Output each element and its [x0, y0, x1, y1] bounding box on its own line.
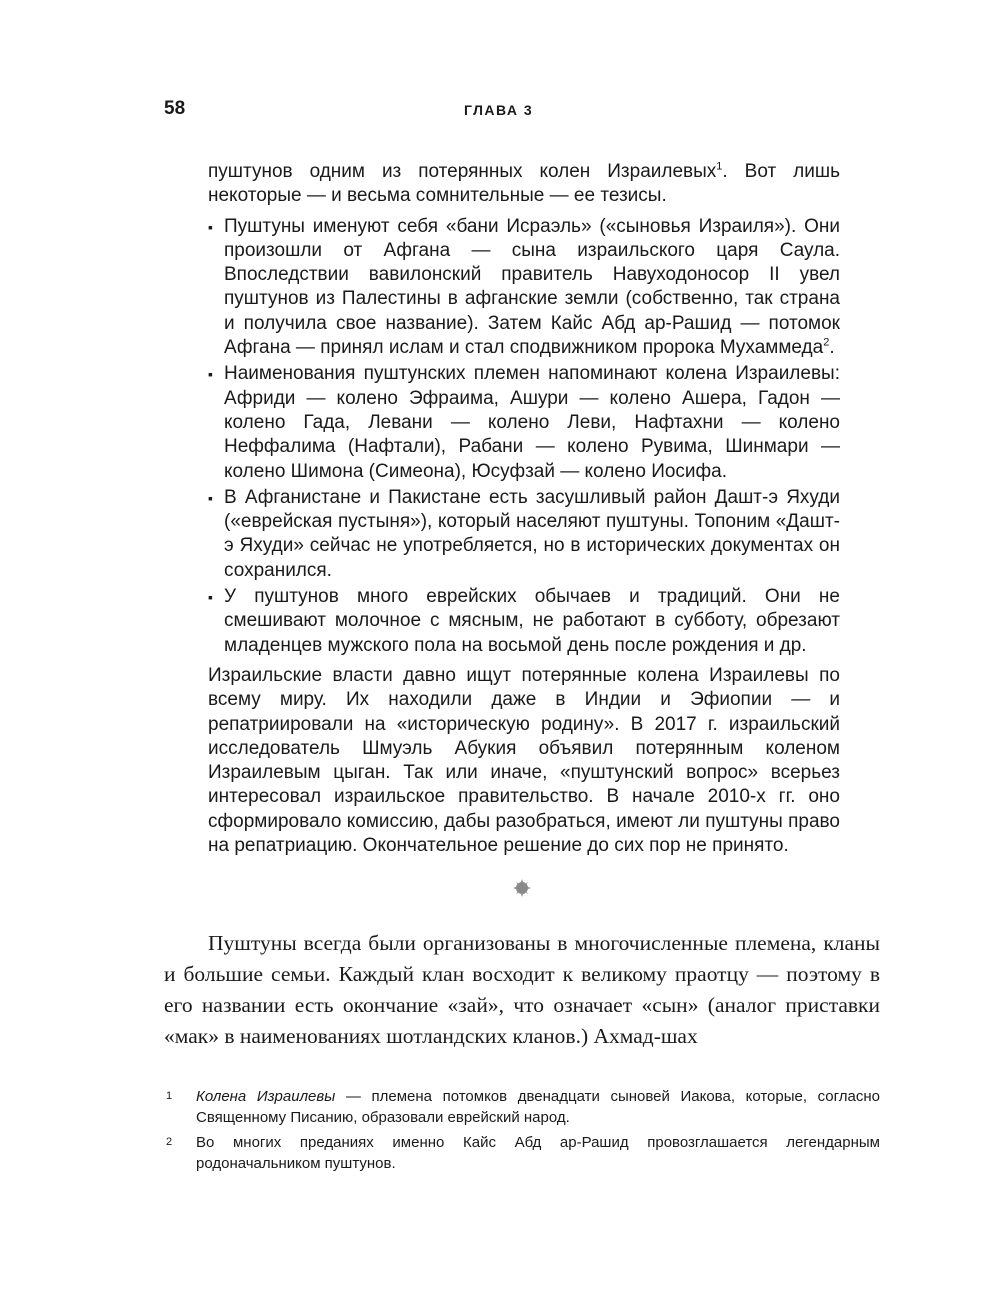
footnote-term: Колена Израилевы [196, 1088, 336, 1105]
footnote-text: Во многих преданиях именно Кайс Абд ар-Рашид провозглашается легендарным родоначальником пуштунов. [196, 1134, 880, 1172]
main-paragraph: Пуштуны всегда были организованы в многочисленные племена, кланы и большие семьи. Каждый клан восходит к великому праотцу — поэтому в его названии есть окончание «зай», что означает «сын» (аналог приставки «мак» в наименованиях шотландских кланов.) Ахмад-шах [164, 931, 880, 1048]
asterisk-divider-icon [510, 876, 534, 900]
footnote-2 [164, 1132, 880, 1174]
footnote-ref-1: 1 [716, 160, 723, 173]
footnotes [164, 1086, 880, 1178]
sidebar-closing: Израильские власти давно ищут потерянные колена Израилевы по всему миру. Их находили даже в Индии и Эфиопии — и репатриировали на «историческую родину». В 2017 г. израильский исследователь Шмуэль Абукия объявил потерянным коленом Израилевым цыган. Так или иначе, «пуштунский вопрос» всерьез интересовал израильское правительство. В начале 2010-х гг. оно сформировало комиссию, дабы разобраться, имеют ли пуштуны право на репатриацию. Окончательное решение до сих пор не принято. [208, 664, 840, 857]
page-number: 58 [164, 98, 186, 119]
list-item [208, 585, 840, 658]
thesis-list [208, 215, 840, 658]
list-item-text-end: . [829, 337, 835, 359]
list-item-text: У пуштунов много еврейских обычаев и традиций. Они не смешивают молочное с мясным, не работают в субботу, обрезают младенцев мужского пола на восьмой день после рождения и др. [224, 586, 840, 656]
list-item-text: Пуштуны именуют себя «бани Исраэль» («сыновья Израиля»). Они произошли от Афгана — сына израильского царя Саула. Впоследствии вавилонский правитель Навуходоносор II увел пуштунов из Палестины в афганские земли (собственно, так страна и получила свое название). Затем Кайс Абд ар-Рашид — потомок Афгана — принял ислам и стал сподвижником пророка Мухаммеда [224, 215, 840, 359]
list-item [208, 215, 840, 361]
sidebar-intro-text-2: . Вот лишь некоторые — и весьма сомнительные — ее тезисы. [208, 161, 841, 207]
list-item [208, 362, 840, 483]
footnote-text: — племена потомков двенадцати сыновей Иакова, которые, согласно Священному Писанию, образовали еврейский народ. [196, 1088, 880, 1126]
list-item-text: Наименования пуштунских племен напоминают колена Израилевы: Африди — колено Эфраима, Ашури — колено Ашера, Гадон — колено Гада, Левани — колено Леви, Нафтахни — колено Неффалима (Нафтали), Рабани — колено Рувима, Шинмари — колено Шимона (Симеона), Юсуфзай — колено Иосифа. [224, 363, 840, 482]
square-bullet-icon: ▪ [208, 589, 213, 606]
footnote-ref-2: 2 [823, 336, 830, 349]
sidebar-box [208, 160, 840, 858]
sidebar-intro [208, 160, 840, 209]
footnote-number: 2 [166, 1136, 173, 1148]
list-item [208, 486, 840, 583]
footnote-1 [164, 1086, 880, 1128]
running-head: ГЛАВА 3 [464, 102, 534, 118]
sidebar-intro-text: пуштунов одним из потерянных колен Израилевых [208, 161, 717, 182]
square-bullet-icon: ▪ [208, 218, 213, 235]
square-bullet-icon: ▪ [208, 366, 213, 383]
square-bullet-icon: ▪ [208, 489, 213, 506]
list-item-text: В Афганистане и Пакистане есть засушливый район Дашт-э Яхуди («еврейская пустыня»), который населяют пуштуны. Топоним «Дашт-э Яхуди» сейчас не употребляется, но в исторических документах он сохранился. [224, 486, 840, 581]
footnote-number: 1 [166, 1090, 173, 1102]
